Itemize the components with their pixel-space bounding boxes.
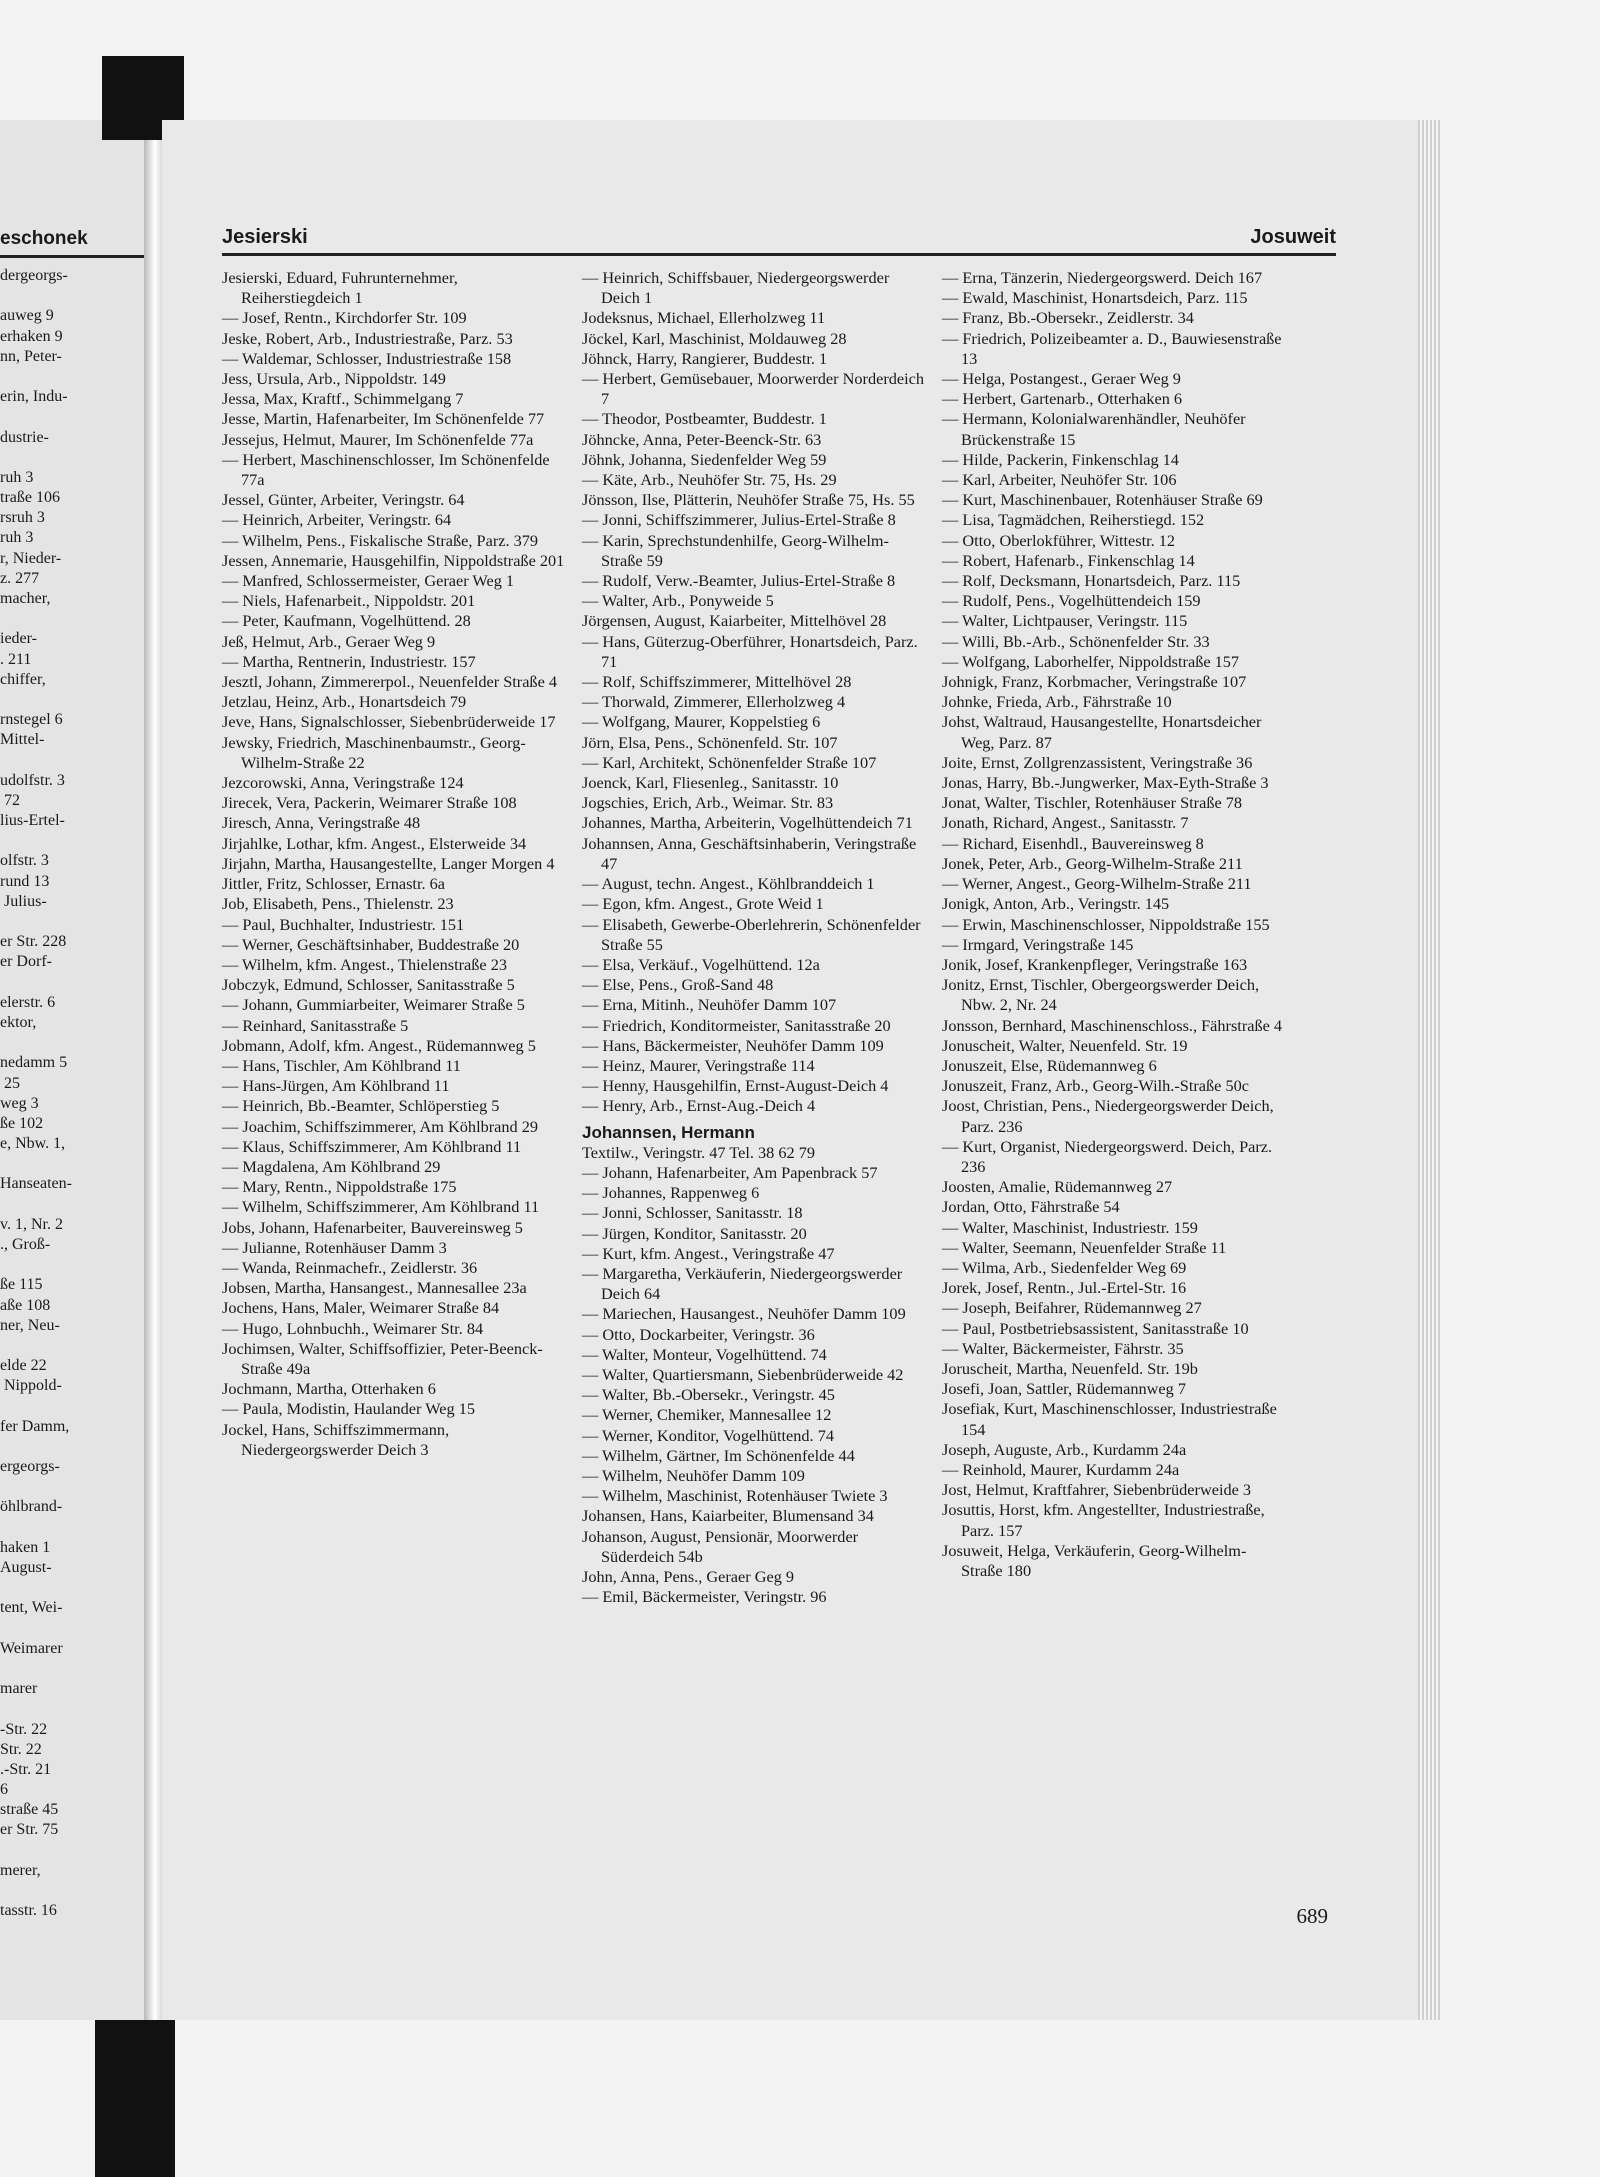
directory-entry: Jonat, Walter, Tischler, Rotenhäuser Straße 78 (942, 793, 1243, 813)
directory-entry: Jonsson, Bernhard, Maschinenschloss., Fährstraße 4 (942, 1015, 1283, 1035)
left-page-line (0, 448, 150, 468)
directory-entry: Jonitz, Ernst, Tischler, Obergeorgswerder Deich, Nbw. 2, Nr. 24 (942, 975, 1260, 1015)
directory-entry: — Heinz, Maurer, Veringstraße 114 (582, 1055, 815, 1075)
left-page-line: erhaken 9 (0, 327, 63, 345)
directory-entry: — Karl, Architekt, Schönenfelder Straße 107 (582, 752, 877, 772)
left-page-line: marer (0, 1680, 38, 1698)
left-page-line: rund 13 (0, 872, 50, 890)
directory-entry: — Wilhelm, kfm. Angest., Thielenstraße 23 (222, 954, 507, 974)
directory-entry: Jöckel, Karl, Maschinist, Moldauweg 28 (582, 328, 847, 348)
left-page-line (0, 609, 150, 629)
directory-entry: — Walter, Monteur, Vogelhüttend. 74 (582, 1344, 827, 1364)
left-page-line: Nippold- (0, 1377, 62, 1395)
left-page-line: Weimarer (0, 1639, 63, 1657)
directory-entry: — Walter, Seemann, Neuenfelder Straße 11 (942, 1237, 1227, 1257)
left-page-line (0, 1397, 150, 1417)
directory-entry: — Hilde, Packerin, Finkenschlag 14 (942, 449, 1179, 469)
directory-entry: — Mary, Rentn., Nippoldstraße 175 (222, 1177, 457, 1197)
directory-entry: Johansen, Hans, Kaiarbeiter, Blumensand 34 (582, 1506, 874, 1526)
directory-entry: Joost, Christian, Pens., Niedergeorgswerder Deich, Parz. 236 (942, 1096, 1274, 1136)
directory-entry: — Reinhard, Sanitasstraße 5 (222, 1015, 409, 1035)
directory-column-3 (942, 268, 1287, 1581)
left-page-line: 6 (0, 1781, 8, 1799)
directory-entry: Jirjahlke, Lothar, kfm. Angest., Elsterweide 34 (222, 833, 527, 853)
left-page-line: dustrie- (0, 428, 49, 446)
directory-entry: Jost, Helmut, Kraftfahrer, Siebenbrüderweide 3 (942, 1480, 1252, 1500)
directory-entry: — Paula, Modistin, Haulander Weg 15 (222, 1399, 475, 1419)
page-stack-edge (1418, 120, 1440, 2020)
directory-entry: — Rolf, Schiffszimmerer, Mittelhövel 28 (582, 672, 852, 692)
directory-entry: Jesztl, Johann, Zimmererpol., Neuenfelder Straße 4 (222, 672, 558, 692)
left-page-line: olfstr. 3 (0, 852, 49, 870)
directory-entry: — Richard, Eisenhdl., Bauvereinsweg 8 (942, 833, 1204, 853)
left-page-line: ruh 3 (0, 529, 34, 547)
directory-entry: — Werner, Geschäftsinhaber, Buddestraße 20 (222, 934, 520, 954)
directory-entry: — Walter, Lichtpauser, Veringstr. 115 (942, 611, 1188, 631)
directory-entry: — Henry, Arb., Ernst-Aug.-Deich 4 (582, 1096, 816, 1116)
directory-entry: Johnke, Frieda, Arb., Fährstraße 10 (942, 692, 1172, 712)
directory-entry: Jittler, Fritz, Schlosser, Ernastr. 6a (222, 874, 445, 894)
left-page-line: ergeorgs- (0, 1458, 60, 1476)
directory-entry: Jodeksnus, Michael, Ellerholzweg 11 (582, 308, 826, 328)
directory-entry: — Wilhelm, Pens., Fiskalische Straße, Parz. 379 (222, 530, 539, 550)
left-page-line: 25 (0, 1074, 20, 1092)
directory-entry: Johst, Waltraud, Hausangestellte, Honartsdeicher Weg, Parz. 87 (942, 712, 1262, 752)
directory-entry: Jeß, Helmut, Arb., Geraer Weg 9 (222, 631, 436, 651)
left-page-line (0, 1659, 150, 1679)
directory-entry: — Wilhelm, Gärtner, Im Schönenfelde 44 (582, 1445, 855, 1465)
left-page-line: ße 102 (0, 1114, 44, 1132)
directory-entry: Joruscheit, Martha, Neuenfeld. Str. 19b (942, 1358, 1198, 1378)
directory-entry: — Walter, Bäckermeister, Fährstr. 35 (942, 1338, 1184, 1358)
directory-entry: — Hans, Tischler, Am Köhlbrand 11 (222, 1055, 461, 1075)
left-page-line: ruh 3 (0, 468, 34, 486)
left-page-header-rule (0, 255, 150, 258)
directory-entry: — Wilhelm, Neuhöfer Damm 109 (582, 1465, 805, 1485)
left-page-line: elerstr. 6 (0, 993, 56, 1011)
directory-entry: — Kurt, Organist, Niedergeorgswerd. Deich, Parz. 236 (942, 1136, 1273, 1176)
directory-entry: Jonuszeit, Else, Rüdemannweg 6 (942, 1055, 1157, 1075)
directory-entry: Jochmann, Martha, Otterhaken 6 (222, 1379, 436, 1399)
directory-entry: — Wolfgang, Laborhelfer, Nippoldstraße 157 (942, 651, 1240, 671)
left-page-line: ieder- (0, 630, 37, 648)
left-page-line (0, 1841, 150, 1861)
directory-entry: — Franz, Bb.-Obersekr., Zeidlerstr. 34 (942, 308, 1194, 328)
directory-entry: — Otto, Dockarbeiter, Veringstr. 36 (582, 1324, 815, 1344)
left-page-line: öhlbrand- (0, 1498, 63, 1516)
left-page-line: e, Nbw. 1, (0, 1135, 66, 1153)
directory-entry: — Erna, Mitinh., Neuhöfer Damm 107 (582, 995, 837, 1015)
left-page-header: eschonek (0, 228, 88, 249)
directory-entry: Jobs, Johann, Hafenarbeiter, Bauvereinsweg 5 (222, 1217, 523, 1237)
left-page-line: tasstr. 16 (0, 1902, 57, 1920)
left-page-line: udolfstr. 3 (0, 771, 65, 789)
page-number: 689 (1296, 1904, 1328, 1928)
left-page-line: er Str. 228 (0, 933, 67, 951)
left-page-line (0, 751, 150, 771)
scanner-clip-bottom (95, 2020, 175, 2177)
left-page-line: .-Str. 21 (0, 1760, 52, 1778)
directory-entry: Jonas, Harry, Bb.-Jungwerker, Max-Eyth-Straße 3 (942, 773, 1269, 793)
directory-entry: Jobsen, Martha, Hansangest., Mannesallee 23a (222, 1278, 527, 1298)
left-page-line: weg 3 (0, 1094, 39, 1112)
directory-entry: — Wanda, Reinmachefr., Zeidlerstr. 36 (222, 1257, 478, 1277)
left-page-line (0, 690, 150, 710)
left-page-line: ektor, (0, 1013, 37, 1031)
directory-entry: — Margaretha, Verkäuferin, Niedergeorgswerder Deich 64 (582, 1263, 903, 1304)
left-page-line: dergeorgs- (0, 267, 68, 284)
directory-entry: Jonuscheit, Walter, Neuenfeld. Str. 19 (942, 1035, 1188, 1055)
left-page-line: Julius- (0, 892, 47, 910)
directory-entry: Jobczyk, Edmund, Schlosser, Sanitasstraße 5 (222, 975, 515, 995)
directory-entry: Jirecek, Vera, Packerin, Weimarer Straße 108 (222, 793, 517, 813)
left-page-line: fer Damm, (0, 1417, 70, 1435)
directory-entry: — Heinrich, Schiffsbauer, Niedergeorgswerder Deich 1 (582, 268, 890, 308)
directory-entry: Jonuszeit, Franz, Arb., Georg-Wilh.-Straße 50c (942, 1076, 1249, 1096)
directory-entry: — Herbert, Gemüsebauer, Moorwerder Norderdeich 7 (582, 369, 925, 409)
directory-entry: — Johann, Hafenarbeiter, Am Papenbrack 57 (582, 1162, 878, 1182)
directory-entry: — Heinrich, Arbeiter, Veringstr. 64 (222, 510, 452, 530)
left-page-line (0, 1195, 150, 1215)
directory-entry: — Walter, Maschinist, Industriestr. 159 (942, 1217, 1198, 1237)
left-page-line (0, 286, 150, 306)
left-page-line: rnstegel 6 (0, 711, 63, 729)
directory-entry: John, Anna, Pens., Geraer Geg 9 (582, 1567, 795, 1586)
left-page-line: ße 115 (0, 1276, 43, 1294)
left-page-line: z. 277 (0, 569, 40, 587)
directory-entry: Jezcorowski, Anna, Veringstraße 124 (222, 773, 464, 793)
left-page-line: auweg 9 (0, 307, 54, 325)
directory-entry: — Heinrich, Bb.-Beamter, Schlöperstieg 5 (222, 1096, 500, 1116)
directory-entry: — Martha, Rentnerin, Industriestr. 157 (222, 651, 476, 671)
left-page-line (0, 1699, 150, 1719)
directory-entry: — Manfred, Schlossermeister, Geraer Weg 1 (222, 571, 515, 591)
left-page-line: erin, Indu- (0, 388, 68, 406)
directory-entry: — Theodor, Postbeamter, Buddestr. 1 (582, 409, 827, 429)
directory-entry: — Kurt, Maschinenbauer, Rotenhäuser Straße 69 (942, 490, 1263, 510)
directory-entry: Jochimsen, Walter, Schiffsoffizier, Peter-Beenck-Straße 49a (222, 1338, 543, 1378)
directory-entry: Job, Elisabeth, Pens., Thielenstr. 23 (222, 894, 454, 914)
left-page-line: August- (0, 1559, 52, 1576)
directory-entry: Jessa, Max, Kraftf., Schimmelgang 7 (222, 389, 464, 409)
left-page-line: rsruh 3 (0, 509, 45, 527)
left-page-line (0, 1336, 150, 1356)
directory-entry: — Elisabeth, Gewerbe-Oberlehrerin, Schönenfelder Straße 55 (582, 914, 921, 954)
directory-entry: — Wolfgang, Maurer, Koppelstieg 6 (582, 712, 821, 732)
directory-entry: — Werner, Angest., Georg-Wilhelm-Straße 211 (942, 874, 1252, 894)
directory-entry: Jesierski, Eduard, Fuhrunternehmer, Reiherstiegdeich 1 (222, 268, 458, 308)
directory-entry: — Hans-Jürgen, Am Köhlbrand 11 (222, 1076, 450, 1096)
directory-entry: — Rudolf, Verw.-Beamter, Julius-Ertel-Straße 8 (582, 571, 896, 591)
left-page-line: straße 45 (0, 1801, 59, 1819)
directory-entry: — Werner, Konditor, Vogelhüttend. 74 (582, 1425, 834, 1445)
directory-entry: — Rolf, Decksmann, Honartsdeich, Parz. 115 (942, 571, 1241, 591)
directory-entry: — Elsa, Verkäuf., Vogelhüttend. 12a (582, 954, 820, 974)
directory-entry: — Magdalena, Am Köhlbrand 29 (222, 1156, 441, 1176)
left-page-line (0, 1033, 150, 1053)
directory-entry: Josuttis, Horst, kfm. Angestellter, Industriestraße, Parz. 157 (942, 1500, 1265, 1540)
directory-entry: — August, techn. Angest., Köhlbranddeich 1 (582, 874, 875, 894)
left-page-line: lius-Ertel- (0, 812, 65, 830)
directory-entry: — Käte, Arb., Neuhöfer Str. 75, Hs. 29 (582, 470, 837, 490)
left-page-line (0, 831, 150, 851)
directory-entry: — Walter, Quartiersmann, Siebenbrüderweide 42 (582, 1364, 904, 1384)
directory-entry: — Reinhold, Maurer, Kurdamm 24a (942, 1459, 1180, 1479)
directory-entry: Jessejus, Helmut, Maurer, Im Schönenfelde 77a (222, 429, 534, 449)
directory-entry: — Klaus, Schiffszimmerer, Am Köhlbrand 11 (222, 1136, 522, 1156)
left-page-line: aße 108 (0, 1296, 51, 1314)
left-page-line: traße 106 (0, 489, 60, 507)
directory-entry: — Josef, Rentn., Kirchdorfer Str. 109 (222, 308, 467, 328)
directory-column-2 (582, 268, 927, 1607)
directory-entry: Jess, Ursula, Arb., Nippoldstr. 149 (222, 369, 446, 389)
left-page-line: chiffer, (0, 670, 46, 688)
directory-entry: Johnigk, Franz, Korbmacher, Veringstraße 107 (942, 672, 1247, 692)
directory-entry: Jöhnk, Johanna, Siedenfelder Weg 59 (582, 449, 827, 469)
left-page-line (0, 407, 150, 427)
directory-entry: Jochens, Hans, Maler, Weimarer Straße 84 (222, 1298, 500, 1318)
left-page-line (0, 1881, 150, 1901)
directory-entry: — Waldemar, Schlosser, Industriestraße 158 (222, 348, 512, 368)
directory-entry: Jöhnck, Harry, Rangierer, Buddestr. 1 (582, 348, 828, 368)
directory-entry: Jobmann, Adolf, kfm. Angest., Rüdemannweg 5 (222, 1035, 536, 1055)
left-page-line: er Dorf- (0, 953, 52, 971)
left-page-text (0, 266, 150, 1921)
directory-entry: Jeske, Robert, Arb., Industriestraße, Parz. 53 (222, 328, 513, 348)
left-page-line: Str. 22 (0, 1740, 42, 1758)
directory-entry: Jonath, Richard, Angest., Sanitasstr. 7 (942, 813, 1189, 833)
directory-entry: — Hugo, Lohnbuchh., Weimarer Str. 84 (222, 1318, 484, 1338)
left-page-line: elde 22 (0, 1357, 47, 1375)
directory-entry: — Johann, Gummiarbeiter, Weimarer Straße 5 (222, 995, 525, 1015)
left-page-line (0, 1619, 150, 1639)
directory-entry: — Herbert, Gartenarb., Otterhaken 6 (942, 389, 1183, 409)
directory-entry: — Herbert, Maschinenschlosser, Im Schönenfelde 77a (222, 449, 550, 490)
header-last-keyword: Josuweit (1250, 226, 1336, 248)
directory-entry: — Julianne, Rotenhäuser Damm 3 (222, 1237, 447, 1257)
left-page-line: nedamm 5 (0, 1054, 68, 1072)
left-page-line: Mittel- (0, 731, 45, 749)
directory-entry: — Karl, Arbeiter, Neuhöfer Str. 106 (942, 470, 1177, 490)
directory-entry: Jorek, Josef, Rentn., Jul.-Ertel-Str. 16 (942, 1278, 1187, 1298)
directory-entry: Jörgensen, August, Kaiarbeiter, Mittelhövel 28 (582, 611, 887, 631)
left-page-line: nn, Peter- (0, 347, 62, 365)
directory-entry: — Lisa, Tagmädchen, Reiherstiegd. 152 (942, 510, 1205, 530)
left-page-line: tent, Wei- (0, 1599, 63, 1617)
directory-entry: — Irmgard, Veringstraße 145 (942, 934, 1134, 954)
directory-entry: — Karin, Sprechstundenhilfe, Georg-Wilhelm-Straße 59 (582, 530, 889, 570)
directory-entry: Jonek, Peter, Arb., Georg-Wilhelm-Straße 211 (942, 853, 1243, 873)
header-first-keyword: Jesierski (222, 226, 308, 248)
left-page-fragment (0, 120, 150, 2020)
directory-column-1 (222, 268, 567, 1460)
directory-entry: Jessel, Günter, Arbeiter, Veringstr. 64 (222, 490, 465, 510)
left-page-line: . 211 (0, 650, 32, 668)
directory-highlight-entry: Johannsen, Hermann (582, 1122, 755, 1142)
left-page-line (0, 973, 150, 993)
directory-entry: Jewsky, Friedrich, Maschinenbaumstr., Georg-Wilhelm-Straße 22 (222, 732, 526, 772)
directory-entry: — Joseph, Beifahrer, Rüdemannweg 27 (942, 1298, 1202, 1318)
left-page-line (0, 1578, 150, 1598)
directory-entry: — Wilma, Arb., Siedenfelder Weg 69 (942, 1257, 1187, 1277)
left-page-line (0, 367, 150, 387)
directory-entry: — Otto, Oberlokführer, Wittestr. 12 (942, 530, 1176, 550)
left-page-line: haken 1 (0, 1538, 51, 1556)
directory-entry: — Else, Pens., Groß-Sand 48 (582, 975, 774, 995)
directory-entry: — Niels, Hafenarbeit., Nippoldstr. 201 (222, 591, 476, 611)
left-page-line: ., Groß- (0, 1236, 51, 1253)
directory-entry: Josefiak, Kurt, Maschinenschlosser, Industriestraße 154 (942, 1399, 1277, 1439)
directory-entry: Johannes, Martha, Arbeiterin, Vogelhüttendeich 71 (582, 813, 913, 833)
left-page-line (0, 1477, 150, 1497)
directory-entry: — Paul, Postbetriebsassistent, Sanitasstraße 10 (942, 1318, 1249, 1338)
directory-entry: Jetzlau, Heinz, Arb., Honartsdeich 79 (222, 692, 467, 712)
directory-entry: — Jonni, Schlosser, Sanitasstr. 18 (582, 1203, 803, 1223)
directory-entry: — Johannes, Rappenweg 6 (582, 1183, 760, 1203)
left-page-line: r, Nieder- (0, 549, 62, 567)
directory-entry: — Robert, Hafenarb., Finkenschlag 14 (942, 550, 1195, 570)
directory-entry: Josuweit, Helga, Verkäuferin, Georg-Wilhelm-Straße 180 (942, 1540, 1247, 1580)
directory-entry: Jordan, Otto, Fährstraße 54 (942, 1197, 1120, 1217)
directory-entry: Josefi, Joan, Sattler, Rüdemannweg 7 (942, 1379, 1186, 1399)
left-page-line: -Str. 22 (0, 1720, 48, 1738)
left-page-line: 72 (0, 791, 20, 809)
directory-entry: — Egon, kfm. Angest., Grote Weid 1 (582, 894, 824, 914)
directory-entry: Johanson, August, Pensionär, Moorwerder Süderdeich 54b (582, 1526, 859, 1566)
directory-entry: — Hans, Bäckermeister, Neuhöfer Damm 109 (582, 1035, 884, 1055)
left-page-line (0, 912, 150, 932)
directory-entry: — Wilhelm, Maschinist, Rotenhäuser Twiete 3 (582, 1486, 888, 1506)
directory-entry: Joite, Ernst, Zollgrenzassistent, Veringstraße 36 (942, 752, 1253, 772)
directory-entry: — Helga, Postangest., Geraer Weg 9 (942, 369, 1181, 389)
left-page-line: macher, (0, 590, 51, 607)
directory-entry: Joseph, Auguste, Arb., Kurdamm 24a (942, 1439, 1187, 1459)
directory-entry: Jiresch, Anna, Veringstraße 48 (222, 813, 421, 833)
directory-entry: Jonik, Josef, Krankenpfleger, Veringstraße 163 (942, 954, 1248, 974)
directory-entry: Jogschies, Erich, Arb., Weimar. Str. 83 (582, 793, 834, 813)
left-page-line: v. 1, Nr. 2 (0, 1215, 63, 1233)
left-page-line: er Str. 75 (0, 1821, 59, 1839)
directory-entry: Jörn, Elsa, Pens., Schönenfeld. Str. 107 (582, 732, 838, 752)
directory-entry: — Hermann, Kolonialwarenhändler, Neuhöfer Brückenstraße 15 (942, 409, 1246, 449)
directory-entry: — Jonni, Schiffszimmerer, Julius-Ertel-Straße 8 (582, 510, 896, 530)
left-page-line: merer, (0, 1861, 41, 1879)
left-page-line (0, 1437, 150, 1457)
directory-entry: — Friedrich, Polizeibeamter a. D., Bauwiesenstraße 13 (942, 328, 1282, 368)
directory-entry: Jeve, Hans, Signalschlosser, Siebenbrüderweide 17 (222, 712, 556, 732)
directory-entry: — Walter, Bb.-Obersekr., Veringstr. 45 (582, 1385, 835, 1405)
directory-entry: Jockel, Hans, Schiffszimmermann, Niedergeorgswerder Deich 3 (222, 1419, 450, 1459)
left-page-line (0, 1255, 150, 1275)
directory-entry: Johannsen, Anna, Geschäftsinhaberin, Veringstraße 47 (582, 833, 917, 873)
directory-entry: Jöhncke, Anna, Peter-Beenck-Str. 63 (582, 429, 822, 449)
left-page-line (0, 1154, 150, 1174)
directory-entry: — Emil, Bäckermeister, Veringstr. 96 (582, 1587, 827, 1607)
directory-entry: — Ewald, Maschinist, Honartsdeich, Parz. 115 (942, 288, 1248, 308)
book-spine (144, 140, 162, 2040)
directory-entry: — Friedrich, Konditormeister, Sanitasstraße 20 (582, 1015, 891, 1035)
directory-entry: — Henny, Hausgehilfin, Ernst-August-Deich 4 (582, 1076, 889, 1096)
directory-entry: — Willi, Bb.-Arb., Schönenfelder Str. 33 (942, 631, 1210, 651)
directory-entry: — Wilhelm, Schiffszimmerer, Am Köhlbrand 11 (222, 1197, 540, 1217)
directory-entry: — Joachim, Schiffszimmerer, Am Köhlbrand 29 (222, 1116, 539, 1136)
directory-entry: — Hans, Güterzug-Oberführer, Honartsdeich, Parz. 71 (582, 631, 918, 671)
left-page-line: Hanseaten- (0, 1175, 72, 1193)
directory-entry: — Walter, Arb., Ponyweide 5 (582, 591, 774, 611)
left-page-line: ner, Neu- (0, 1316, 60, 1334)
left-page-line (0, 1518, 150, 1538)
directory-entry: — Paul, Buchhalter, Industriestr. 151 (222, 914, 465, 934)
directory-entry: — Erna, Tänzerin, Niedergeorgswerd. Deich 167 (942, 268, 1263, 287)
directory-entry: Textilw., Veringstr. 47 Tel. 38 62 79 (582, 1142, 816, 1162)
header-rule (222, 253, 1336, 256)
directory-entry: Jesse, Martin, Hafenarbeiter, Im Schönenfelde 77 (222, 409, 545, 429)
directory-entry: — Mariechen, Hausangest., Neuhöfer Damm 109 (582, 1304, 906, 1324)
directory-entry: Joenck, Karl, Fliesenleg., Sanitasstr. 10 (582, 773, 839, 793)
directory-entry: Joosten, Amalie, Rüdemannweg 27 (942, 1177, 1173, 1197)
directory-entry: Jessen, Annemarie, Hausgehilfin, Nippoldstraße 201 (222, 550, 565, 570)
directory-entry: — Jürgen, Konditor, Sanitasstr. 20 (582, 1223, 807, 1243)
directory-entry: — Kurt, kfm. Angest., Veringstraße 47 (582, 1243, 835, 1263)
directory-entry: — Erwin, Maschinenschlosser, Nippoldstraße 155 (942, 914, 1270, 934)
directory-entry: — Thorwald, Zimmerer, Ellerholzweg 4 (582, 692, 846, 712)
directory-entry: Jönsson, Ilse, Plätterin, Neuhöfer Straße 75, Hs. 55 (582, 490, 915, 510)
directory-entry: — Werner, Chemiker, Mannesallee 12 (582, 1405, 832, 1425)
directory-entry: — Peter, Kaufmann, Vogelhüttend. 28 (222, 611, 471, 631)
directory-entry: Jirjahn, Martha, Hausangestellte, Langer Morgen 4 (222, 853, 555, 873)
directory-entry: — Rudolf, Pens., Vogelhüttendeich 159 (942, 591, 1201, 611)
directory-entry: Jonigk, Anton, Arb., Veringstr. 145 (942, 894, 1170, 914)
directory-page (162, 120, 1420, 2020)
